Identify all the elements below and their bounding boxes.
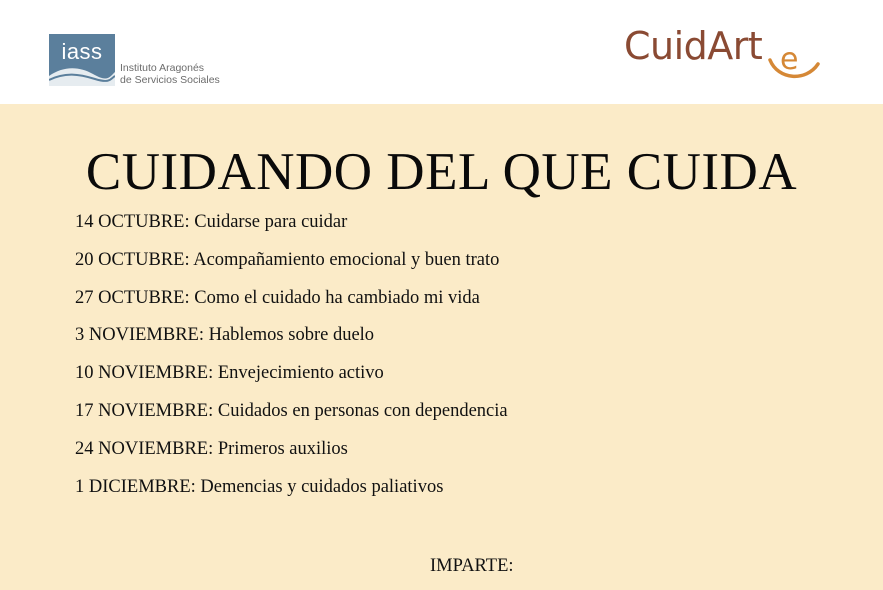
iass-logo-mark bbox=[49, 34, 115, 86]
cuidarte-logo bbox=[620, 20, 830, 90]
iass-name-line1: Instituto Aragonés bbox=[120, 62, 205, 74]
cuidarte-logo-suffix: e bbox=[780, 42, 799, 77]
schedule-item: 1 DICIEMBRE: Demencias y cuidados paliativos bbox=[75, 476, 444, 497]
schedule-item: 20 OCTUBRE: Acompañamiento emocional y buen trato bbox=[75, 249, 500, 270]
imparte-label: IMPARTE: bbox=[430, 556, 514, 576]
schedule-list bbox=[75, 212, 508, 514]
cuidarte-logo-text: CuidArt bbox=[624, 24, 763, 68]
page-title: CUIDANDO DEL QUE CUIDA bbox=[85, 143, 798, 201]
iass-logo-name bbox=[120, 62, 250, 86]
schedule-item: 3 NOVIEMBRE: Hablemos sobre duelo bbox=[75, 325, 375, 346]
iass-logo bbox=[49, 34, 249, 94]
swoosh-icon bbox=[620, 20, 830, 90]
schedule-item: 10 NOVIEMBRE: Envejecimiento activo bbox=[75, 363, 384, 384]
wave-icon bbox=[49, 64, 115, 86]
schedule-item: 14 OCTUBRE: Cuidarse para cuidar bbox=[75, 212, 348, 232]
iass-logo-abbr: iass bbox=[61, 39, 103, 64]
iass-name-line2: de Servicios Sociales bbox=[120, 74, 220, 86]
schedule-item: 24 NOVIEMBRE: Primeros auxilios bbox=[75, 438, 348, 459]
schedule-item: 17 NOVIEMBRE: Cuidados en personas con dependencia bbox=[75, 400, 508, 421]
content-panel bbox=[0, 104, 883, 590]
header bbox=[0, 0, 883, 104]
schedule-item: 27 OCTUBRE: Como el cuidado ha cambiado mi vida bbox=[75, 287, 480, 308]
